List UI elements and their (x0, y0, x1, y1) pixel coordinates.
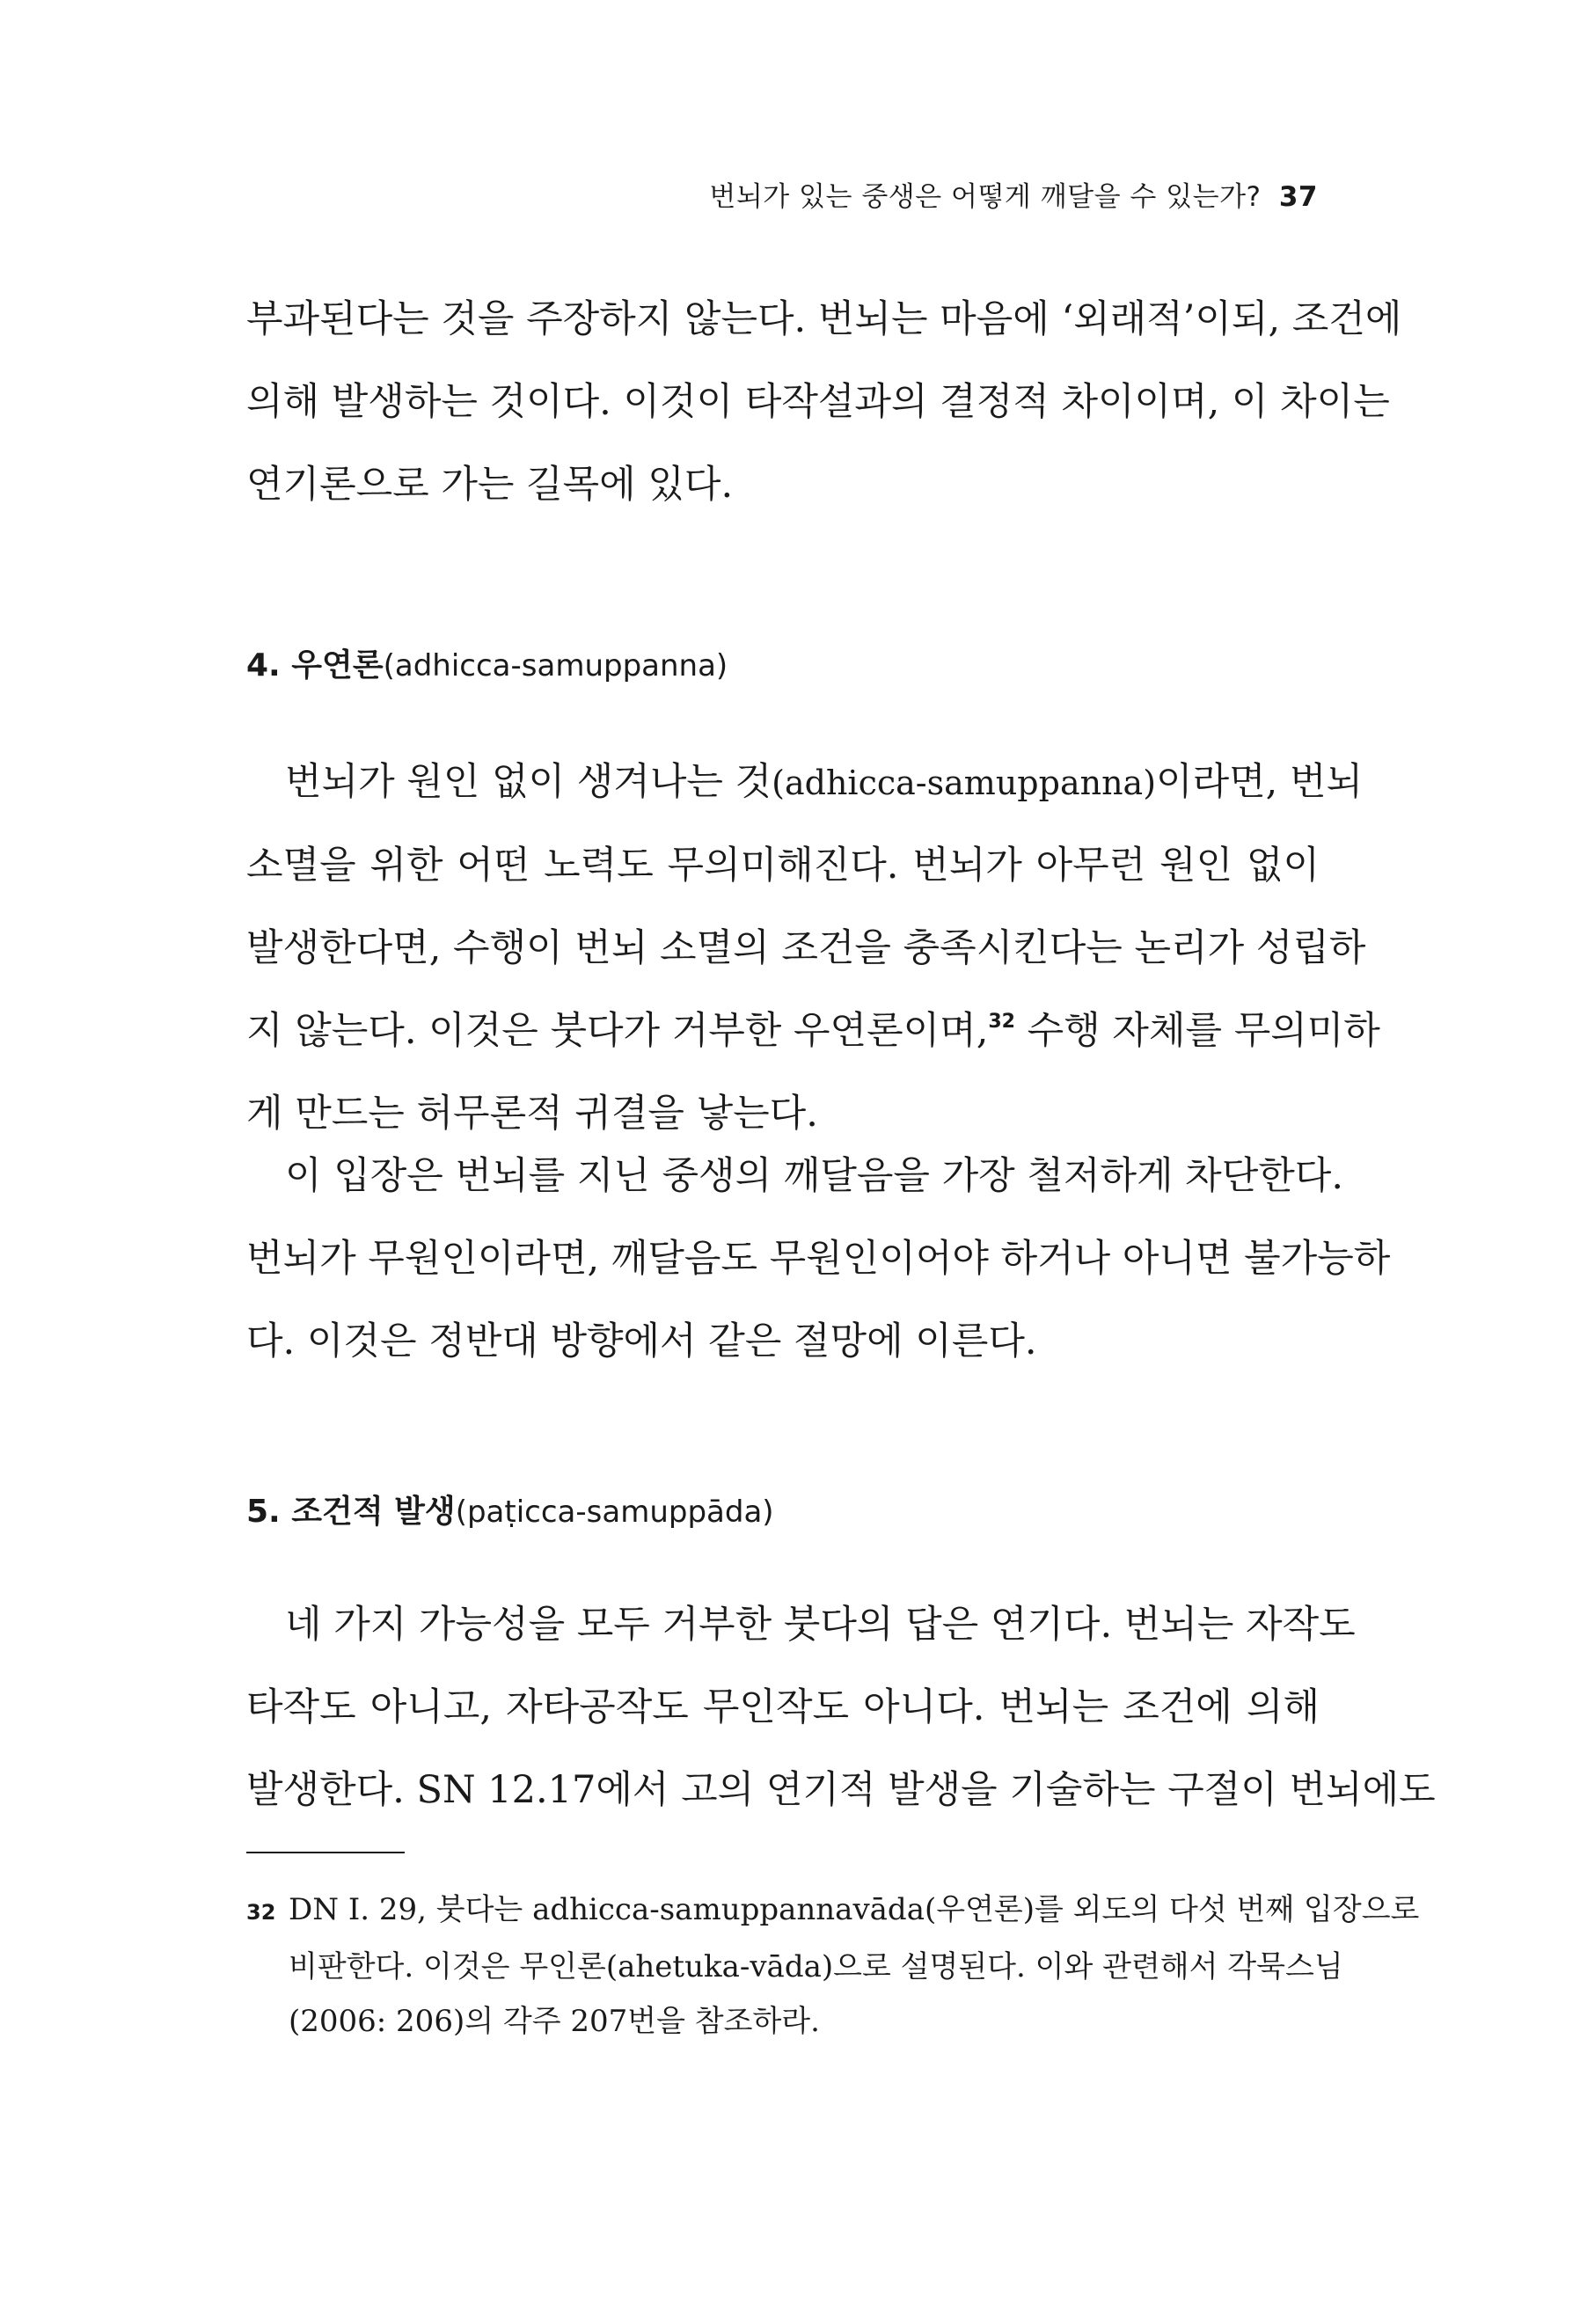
footnote-number: 32 (246, 1900, 276, 1925)
section-title-latin: (adhicca-samuppanna) (383, 648, 728, 683)
text-line: 번뇌가 무원인이라면, 깨달음도 무원인이어야 하거나 아니면 불가능하 (246, 1237, 1391, 1281)
paragraph-blocking (246, 1135, 1391, 1383)
footnote-line (246, 1882, 1420, 1940)
latin-term: (adhicca-samuppanna) (772, 764, 1157, 802)
section-number: 5. (246, 1494, 281, 1530)
paragraph-chance-theory (246, 741, 1380, 1155)
running-head (709, 174, 1318, 214)
text-line: 게 만드는 허무론적 귀결을 낳는다. (246, 1092, 818, 1136)
text-line: 발생한다면, 수행이 번뇌 소멸의 조건을 충족시킨다는 논리가 성립하 (246, 926, 1366, 970)
text-line (246, 990, 1380, 1072)
section-number: 4. (246, 647, 281, 683)
text-line: 부과된다는 것을 주장하지 않는다. 번뇌는 마음에 ‘외래적’이되, 조건에 (246, 297, 1402, 341)
text-segment: 이라면, 번뇌 (1156, 760, 1364, 804)
text-segment: 지 않는다. 이것은 붓다가 거부한 우연론이며, (246, 1009, 989, 1053)
section-title: 우연론 (291, 647, 384, 683)
running-head-title: 번뇌가 있는 중생은 어떻게 깨달을 수 있는가? (709, 181, 1262, 213)
text-line: 소멸을 위한 어떤 노력도 무의미해진다. 번뇌가 아무런 원인 없이 (246, 844, 1320, 888)
text-line: 다. 이것은 정반대 방향에서 같은 절망에 이른다. (246, 1319, 1037, 1363)
section-title-latin: (paṭicca-samuppāda) (455, 1495, 774, 1530)
text-line: 이 입장은 번뇌를 지닌 중생의 깨달음을 가장 철저하게 차단한다. (285, 1154, 1344, 1198)
text-line: 발생한다. SN 12.17에서 고의 연기적 발생을 기술하는 구절이 번뇌에도 (246, 1768, 1436, 1812)
text-line: 타작도 아니고, 자타공작도 무인작도 아니다. 번뇌는 조건에 의해 (246, 1685, 1320, 1729)
footnote-line: (2006: 206)의 각주 207번을 참조하라. (289, 2004, 820, 2039)
footnote-text: DN I. 29, 붓다는 adhicca-samuppannavāda(우연론)를 외도의 다섯 번째 입장으로 (289, 1892, 1420, 1927)
text-segment: 번뇌가 원인 없이 생겨나는 것 (285, 760, 772, 804)
paragraph-continuation (246, 278, 1402, 526)
footnote-reference[interactable]: 32 (988, 1011, 1015, 1033)
text-line: 연기론으로 가는 길목에 있다. (246, 463, 734, 507)
page-number: 37 (1278, 181, 1318, 213)
text-line (246, 741, 1364, 824)
footnote-divider (246, 1852, 405, 1853)
text-segment: 수행 자체를 무의미하 (1015, 1009, 1380, 1053)
paragraph-dependent-origination (246, 1583, 1436, 1831)
text-line: 네 가지 가능성을 모두 거부한 붓다의 답은 연기다. 번뇌는 자작도 (285, 1603, 1356, 1647)
footnote-32 (246, 1882, 1420, 2049)
section-heading-4 (246, 640, 728, 685)
footnote-line: 비판한다. 이것은 무인론(ahetuka-vāda)으로 설명된다. 이와 관련해서 각묵스님 (289, 1949, 1343, 1984)
section-heading-5 (246, 1487, 774, 1531)
text-line: 의해 발생하는 것이다. 이것이 타작설과의 결정적 차이이며, 이 차이는 (246, 380, 1390, 424)
section-title: 조건적 발생 (291, 1494, 456, 1530)
